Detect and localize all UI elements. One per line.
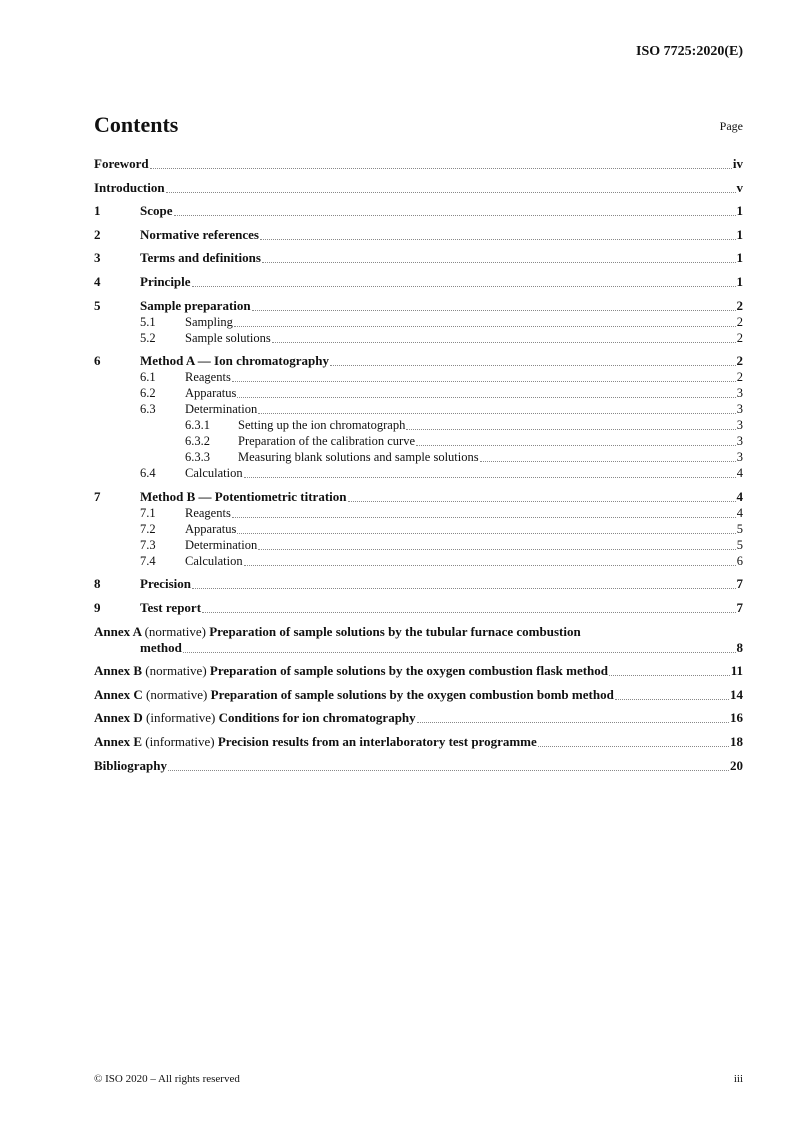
toc-entry[interactable] [94, 274, 743, 290]
toc-annex-entry[interactable] [94, 687, 743, 703]
dot-leader [232, 517, 736, 518]
section-number: 7.4 [140, 553, 156, 568]
section-title: Measuring blank solutions and sample solutions [238, 450, 479, 465]
toc-entry[interactable] [94, 489, 743, 505]
toc-entry[interactable] [94, 465, 743, 481]
section-title: Precision [140, 576, 192, 592]
section-number: 5.2 [140, 330, 156, 345]
annex-type: (normative) [144, 623, 206, 639]
section-title: Sample preparation [140, 297, 251, 313]
annex-heading [94, 624, 581, 640]
section-title: Setting up the ion chromatograph [238, 418, 406, 433]
page-column-label: Page [719, 119, 743, 133]
section-number: 1 [94, 203, 101, 219]
annex-type: (normative) [146, 686, 208, 702]
section-number: 8 [94, 576, 101, 592]
table-of-contents [94, 156, 743, 774]
dot-leader [406, 429, 735, 430]
section-title: Test report [140, 599, 202, 615]
dot-leader [417, 722, 729, 723]
toc-annex-entry[interactable] [94, 663, 743, 679]
section-number: 6.4 [140, 466, 156, 481]
toc-entry[interactable] [94, 250, 743, 266]
dot-leader [615, 699, 729, 700]
section-number: 6 [94, 353, 101, 369]
section-title: Apparatus [185, 521, 237, 536]
page-number: iii [733, 1073, 743, 1085]
annex-label: Annex A [94, 623, 142, 639]
dot-leader [538, 746, 729, 747]
annex-title: Preparation of sample solutions by the tubular furnace combustion [209, 623, 581, 639]
page-number: 16 [730, 710, 743, 726]
toc-entry[interactable] [94, 369, 743, 385]
section-title: Introduction [94, 179, 165, 195]
page-number: 1 [736, 273, 743, 289]
section-title: Bibliography [94, 757, 167, 773]
page-number: 20 [730, 757, 743, 773]
page-number: 4 [736, 505, 743, 520]
toc-entry[interactable] [94, 449, 743, 465]
annex-label: Annex C [94, 686, 143, 702]
toc-entry[interactable] [94, 156, 743, 172]
page-number: 5 [736, 521, 743, 536]
toc-annex-entry[interactable] [94, 710, 743, 726]
section-number: 9 [94, 599, 101, 615]
section-title: Determination [185, 537, 258, 552]
toc-entry[interactable] [94, 385, 743, 401]
annex-label: Annex B [94, 663, 143, 679]
toc-entry[interactable] [94, 353, 743, 369]
page-number: 2 [736, 370, 743, 385]
annex-title: Conditions for ion chromatography [218, 710, 416, 726]
section-title: Calculation [185, 553, 243, 568]
annex-heading [94, 710, 416, 726]
dot-leader [244, 565, 736, 566]
toc-entry[interactable] [94, 521, 743, 537]
page-number: v [736, 179, 743, 195]
section-title: Method A — Ion chromatography [140, 353, 329, 369]
dot-leader [260, 239, 736, 240]
annex-line [94, 710, 743, 726]
toc-entry[interactable] [94, 298, 743, 314]
page-number: 3 [736, 418, 743, 433]
toc-annex-entry[interactable] [94, 624, 743, 656]
section-number: 7.2 [140, 521, 156, 536]
dot-leader [244, 477, 736, 478]
annex-title: Precision results from an interlaboratory test programme [217, 733, 537, 749]
annex-type: (informative) [146, 710, 216, 726]
annex-type: (normative) [145, 663, 207, 679]
page-number: 3 [736, 434, 743, 449]
page-number: 7 [736, 576, 743, 592]
page-number: 2 [736, 330, 743, 345]
page-number: 4 [736, 466, 743, 481]
page-title: Contents [94, 112, 179, 137]
dot-leader [258, 549, 736, 550]
section-number: 6.1 [140, 370, 156, 385]
section-number: 7.3 [140, 537, 156, 552]
dot-leader [237, 533, 735, 534]
toc-entry[interactable] [94, 330, 743, 346]
section-number: 3 [94, 250, 101, 266]
dot-leader [348, 501, 736, 502]
toc-entry[interactable] [94, 433, 743, 449]
page-number: 3 [736, 402, 743, 417]
page-number: 2 [736, 297, 743, 313]
section-number: 2 [94, 226, 101, 242]
section-title: Scope [140, 203, 173, 219]
section-title: Method B — Potentiometric titration [140, 488, 347, 504]
dot-leader [183, 652, 736, 653]
section-number: 7.1 [140, 505, 156, 520]
page-number: 1 [736, 203, 743, 219]
section-number: 6.3 [140, 402, 156, 417]
annex-title: Preparation of sample solutions by the oxygen combustion flask method [209, 663, 609, 679]
dot-leader [416, 445, 736, 446]
dot-leader [252, 310, 736, 311]
page-number: 8 [736, 639, 743, 655]
toc-entry[interactable] [94, 417, 743, 433]
annex-label: Annex E [94, 733, 143, 749]
section-number: 4 [94, 273, 101, 289]
section-number: 6.3.1 [185, 418, 210, 433]
dot-leader [202, 612, 735, 613]
toc-entry[interactable] [94, 505, 743, 521]
page-number: 6 [736, 553, 743, 568]
toc-entry[interactable] [94, 180, 743, 196]
dot-leader [262, 262, 736, 263]
annex-title: Preparation of sample solutions by the oxygen combustion bomb method [210, 686, 614, 702]
dot-leader [480, 461, 736, 462]
page-number: 4 [736, 488, 743, 504]
dot-leader [232, 381, 736, 382]
dot-leader [192, 286, 736, 287]
toc-entry[interactable] [94, 401, 743, 417]
page-number: 2 [736, 314, 743, 329]
section-number: 5.1 [140, 314, 156, 329]
copyright-footer: © ISO 2020 – All rights reserved [94, 1073, 240, 1085]
dot-leader [234, 326, 736, 327]
dot-leader [166, 192, 736, 193]
annex-type: (informative) [145, 733, 215, 749]
toc-entry[interactable] [94, 203, 743, 219]
toc-entry[interactable] [94, 600, 743, 616]
page-number: iv [732, 156, 743, 171]
section-title: Principle [140, 273, 191, 289]
section-number: 7 [94, 488, 101, 504]
annex-line [94, 734, 743, 750]
section-title: Apparatus [185, 386, 237, 401]
dot-leader [174, 215, 736, 216]
section-title: Terms and definitions [140, 250, 261, 266]
page-number: 3 [736, 450, 743, 465]
section-title: Sampling [185, 314, 233, 329]
section-number: 6.2 [140, 386, 156, 401]
annex-title-continued: method [140, 639, 182, 655]
page-number: 14 [730, 686, 743, 702]
page-number: 2 [736, 353, 743, 369]
annex-heading [94, 663, 608, 679]
page-number: 1 [736, 226, 743, 242]
section-title: Sample solutions [185, 330, 271, 345]
annex-heading [94, 687, 614, 703]
section-title: Reagents [185, 505, 231, 520]
section-title: Reagents [185, 370, 231, 385]
page-number: 1 [736, 250, 743, 266]
annex-line [94, 687, 743, 703]
section-title: Normative references [140, 226, 259, 242]
toc-entry[interactable] [94, 314, 743, 330]
toc-entry[interactable] [94, 553, 743, 569]
section-number: 5 [94, 297, 101, 313]
annex-line [94, 624, 743, 640]
annex-line-continued [94, 640, 743, 656]
section-title: Preparation of the calibration curve [238, 434, 416, 449]
toc-entry-bibliography[interactable] [94, 758, 743, 774]
document-id: ISO 7725:2020(E) [636, 44, 743, 59]
toc-entry[interactable] [94, 227, 743, 243]
page-number: 3 [736, 386, 743, 401]
dot-leader [272, 342, 736, 343]
page-number: 11 [730, 663, 743, 679]
section-title: Foreword [94, 156, 149, 171]
section-title: Calculation [185, 466, 243, 481]
section-title: Determination [185, 402, 258, 417]
dot-leader [150, 168, 732, 169]
section-number: 6.3.3 [185, 450, 210, 465]
toc-entry[interactable] [94, 576, 743, 592]
dot-leader [192, 588, 735, 589]
page-number: 5 [736, 537, 743, 552]
toc-entry[interactable] [94, 537, 743, 553]
page-number: 7 [736, 599, 743, 615]
dot-leader [609, 675, 730, 676]
annex-heading [94, 734, 537, 750]
dot-leader [237, 397, 735, 398]
toc-annex-entry[interactable] [94, 734, 743, 750]
annex-line [94, 663, 743, 679]
dot-leader [330, 365, 736, 366]
dot-leader [168, 770, 729, 771]
page-number: 18 [730, 733, 743, 749]
annex-label: Annex D [94, 710, 143, 726]
section-number: 6.3.2 [185, 434, 210, 449]
dot-leader [258, 413, 736, 414]
